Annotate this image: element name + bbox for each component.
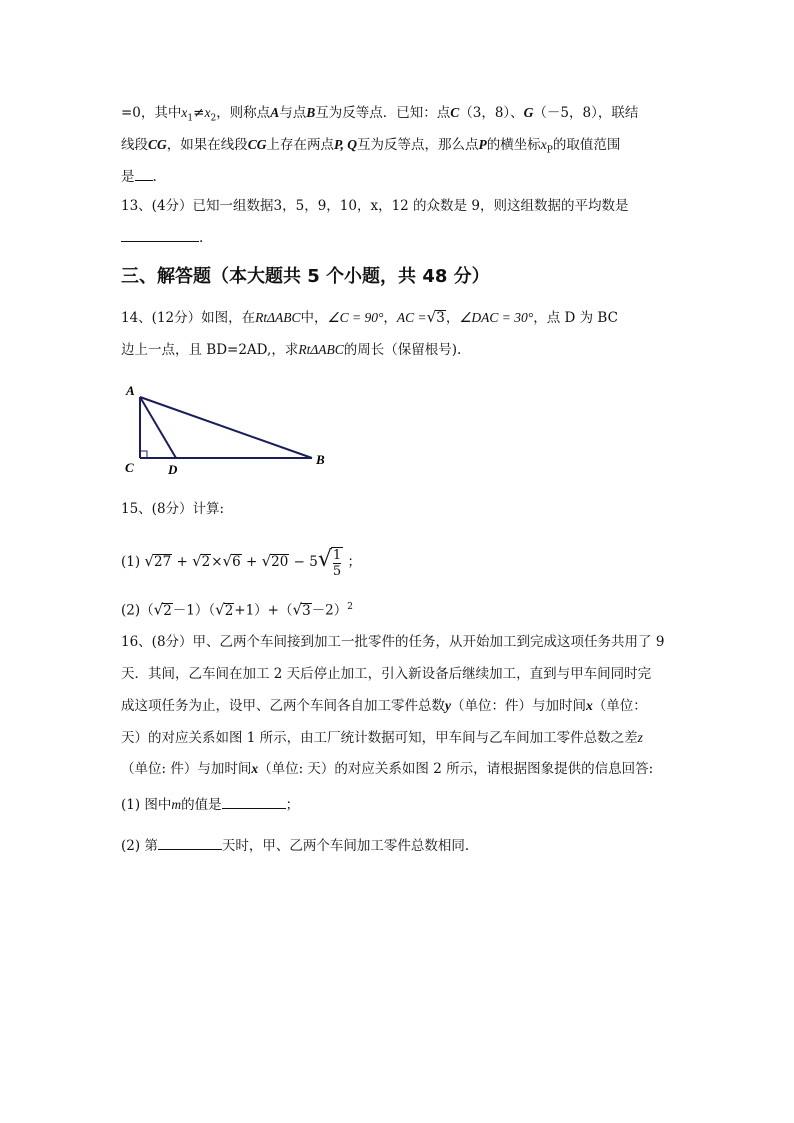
text: 的值是 xyxy=(181,797,222,813)
point-g: G xyxy=(523,105,534,120)
text: =0，其中 xyxy=(121,105,182,121)
question-label: (1) 图中 xyxy=(121,797,172,813)
label-c: C xyxy=(125,460,134,475)
point-b: B xyxy=(306,105,316,120)
subscript: 2 xyxy=(210,113,217,124)
var-x: x xyxy=(586,698,593,713)
text: 是 xyxy=(121,169,135,185)
text: 边上一点，且 BD=2AD,，求 xyxy=(121,342,299,358)
text: －1）（ xyxy=(172,602,216,619)
text: 的周长（保留根号). xyxy=(343,342,462,358)
p12-line-2 xyxy=(121,136,620,160)
segment-cg: CG xyxy=(148,137,167,152)
radical-sign: √ xyxy=(215,600,225,619)
radical-sign: √ xyxy=(261,552,272,570)
point-p: P xyxy=(478,137,487,152)
text: ，点 D 为 BC xyxy=(533,310,618,326)
p12-line-3 xyxy=(121,166,157,186)
text: ，如果在线段 xyxy=(166,137,248,153)
answer-blank[interactable] xyxy=(158,835,222,850)
angle-c: ∠C = 90° xyxy=(327,310,384,325)
text: 互为反等点，那么点 xyxy=(357,137,479,153)
segment-cg: CG xyxy=(247,137,267,152)
radicand: 2 xyxy=(201,554,211,570)
var-y: y xyxy=(445,698,451,713)
text: ， xyxy=(445,310,460,326)
p16-q1 xyxy=(121,794,299,814)
right-angle-mark xyxy=(140,451,147,458)
radicand: 20 xyxy=(271,554,289,570)
operator: + xyxy=(176,554,188,570)
var-x: x xyxy=(251,761,259,776)
text: （3，8）、 xyxy=(459,105,524,121)
p16-line-5 xyxy=(121,760,653,778)
answer-blank[interactable] xyxy=(135,166,153,181)
radical-sign: √ xyxy=(292,600,303,619)
answer-blank[interactable] xyxy=(121,227,199,242)
point-c: C xyxy=(450,105,460,120)
text: －2） xyxy=(311,602,348,619)
text: ， xyxy=(383,310,397,326)
angle-dac: ∠DAC = 30° xyxy=(459,310,534,325)
p14-line-2 xyxy=(121,341,461,359)
operator: + xyxy=(246,554,258,570)
text: ； xyxy=(285,797,300,813)
p13-line-2 xyxy=(121,227,203,247)
question-label: (1) xyxy=(121,554,141,570)
p15-q2 xyxy=(121,598,353,620)
text: 14、(12分）如图，在 xyxy=(121,310,256,326)
problem-15-title: 15、(8分）计算: xyxy=(121,501,225,517)
text: （单位: 件）与加时间 xyxy=(121,761,252,777)
text: 的取值范围 xyxy=(552,137,621,153)
point-a: A xyxy=(270,105,280,120)
radical-sign: √ xyxy=(192,552,202,570)
question-label: (2) 第 xyxy=(121,838,158,854)
p16-line-4 xyxy=(121,729,643,747)
problem-13-text: 13、(4分）已知一组数据3，5，9，10，x，12 的众数是 9，则这组数据的平均数是 xyxy=(121,198,629,214)
p16-q2 xyxy=(121,835,469,855)
label-d: D xyxy=(168,462,178,477)
side-ac: AC = xyxy=(396,310,427,325)
fraction xyxy=(331,547,343,579)
p15-q1 xyxy=(121,543,361,579)
p12-line-1 xyxy=(121,104,638,128)
subscript: P xyxy=(546,145,553,156)
radicand: 2 xyxy=(163,602,172,619)
text: . xyxy=(199,230,204,246)
text: 天．其间，乙车间在加工 2 天后停止加工，引入新设备后继续加工，直到与甲车间同时完 xyxy=(121,666,652,682)
triangle-figure xyxy=(115,380,345,480)
p14-line-1 xyxy=(121,308,618,327)
var-xp: x xyxy=(540,137,547,152)
text: 的横坐标 xyxy=(486,137,541,153)
radicand: 3 xyxy=(436,310,445,326)
text: （单位： xyxy=(592,698,647,714)
label-b: B xyxy=(316,452,325,467)
numerator: 1 xyxy=(332,547,342,563)
text: 互为反等点．已知：点 xyxy=(315,105,451,121)
section-heading: 三、解答题（本大题共 5 个小题，共 48 分） xyxy=(121,266,490,287)
text: 成这项任务为止，设甲、乙两个车间各自加工零件总数 xyxy=(121,698,445,714)
segment-ab xyxy=(140,397,312,458)
denominator: 5 xyxy=(332,563,342,579)
text: 上存在两点 xyxy=(266,137,335,153)
var-m: m xyxy=(171,797,182,812)
radical-sign: √ xyxy=(153,600,164,619)
triangle-label: RtΔABC xyxy=(298,342,344,357)
p16-line-1 xyxy=(121,633,664,651)
text: 天时，甲、乙两个车间加工零件总数相同. xyxy=(221,838,470,854)
radical-sign: √ xyxy=(222,552,233,570)
text: ，则称点 xyxy=(216,105,271,121)
subscript: 1 xyxy=(187,113,194,124)
text: 线段 xyxy=(121,137,148,153)
triangle-label: RtΔABC xyxy=(255,310,301,325)
radical-sign: √ xyxy=(144,552,154,570)
text: ； xyxy=(347,554,361,570)
radical-sign: √ xyxy=(426,308,437,326)
var-x2: x xyxy=(204,105,211,120)
var-x1: x xyxy=(181,105,188,120)
question-label: (2)（ xyxy=(121,602,154,619)
var-z: z xyxy=(637,730,643,745)
text: 天）的对应关系如图 1 所示，由工厂统计数据可知，甲车间与乙车间加工零件总数之差 xyxy=(121,730,638,746)
answer-blank[interactable] xyxy=(222,794,286,809)
radicand: 2 xyxy=(224,602,234,619)
text: . xyxy=(152,169,157,185)
exponent: 2 xyxy=(347,602,353,612)
p16-line-2 xyxy=(121,665,651,683)
p13-line-1 xyxy=(121,197,628,215)
text: （单位：件）与加时间 xyxy=(451,698,586,714)
radicand: 6 xyxy=(232,554,241,570)
segment-ad xyxy=(140,397,176,458)
operator: × xyxy=(211,554,223,570)
label-a: A xyxy=(126,383,135,398)
radical-sign: √ xyxy=(317,547,332,572)
radicand: 27 xyxy=(153,554,172,570)
points-pq: P, Q xyxy=(334,137,358,152)
text: 16、(8分）甲、乙两个车间接到加工一批零件的任务，从开始加工到完成这项任务共用了 9 xyxy=(121,634,665,650)
text: 中， xyxy=(300,310,328,326)
p15-title xyxy=(121,500,224,518)
text: +1）+（ xyxy=(234,602,293,619)
p16-line-3 xyxy=(121,697,647,715)
text: 与点 xyxy=(279,105,307,121)
operator: − 5 xyxy=(293,554,318,570)
text: （单位: 天）的对应关系如图 2 所示，请根据图象提供的信息回答: xyxy=(258,761,654,777)
radicand: 3 xyxy=(302,602,311,619)
text: （－5，8），联结 xyxy=(533,105,639,121)
not-equal-sign: ≠ xyxy=(193,105,205,121)
